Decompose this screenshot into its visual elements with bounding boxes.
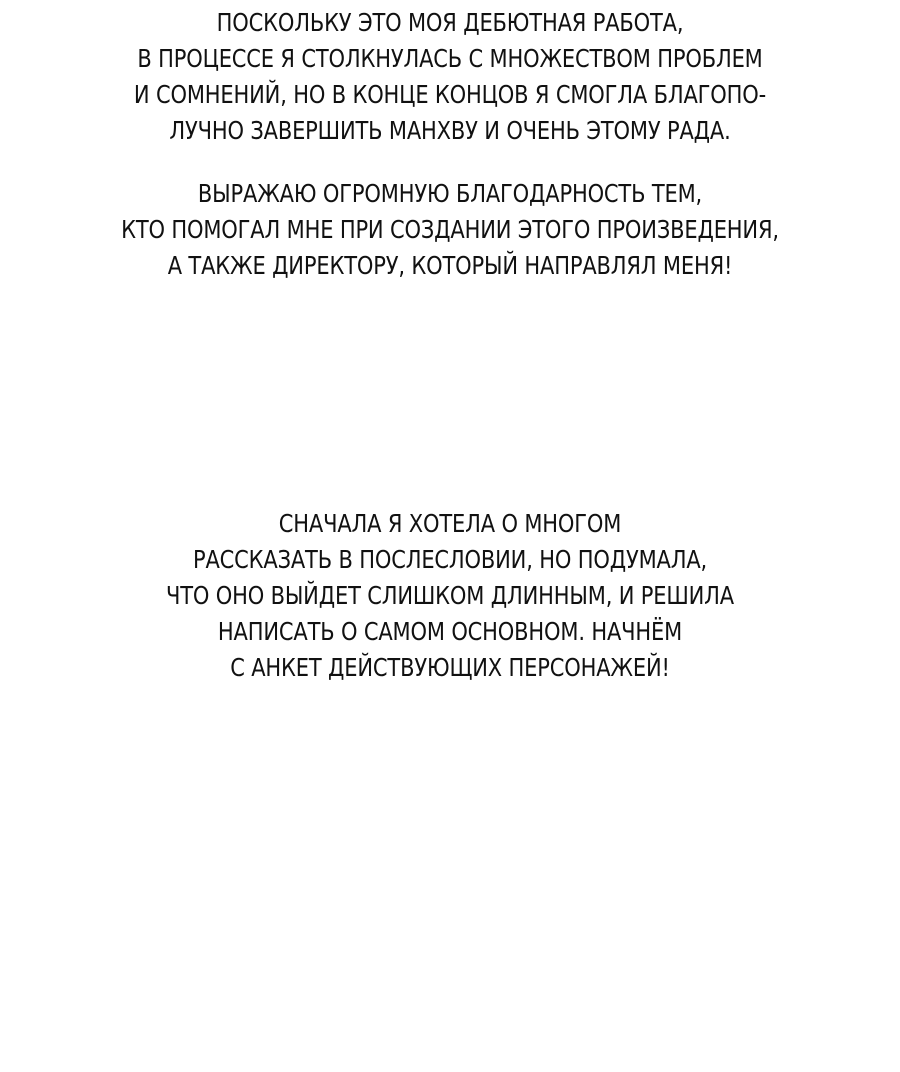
text-line: КТО ПОМОГАЛ МНЕ ПРИ СОЗДАНИИ ЭТОГО ПРОИЗВЕДЕНИЯ,	[121, 215, 779, 244]
text-line: ЧТО ОНО ВЫЙДЕТ СЛИШКОМ ДЛИННЫМ, И РЕШИЛА	[165, 581, 735, 610]
paragraph-gratitude	[72, 176, 828, 284]
text-line: РАССКАЗАТЬ В ПОСЛЕСЛОВИИ, НО ПОДУМАЛА,	[192, 545, 708, 574]
text-line: В ПРОЦЕССЕ Я СТОЛКНУЛАСЬ С МНОЖЕСТВОМ ПРОБЛЕМ	[137, 44, 763, 73]
paragraph-character-profiles	[72, 506, 828, 686]
text-line: ВЫРАЖАЮ ОГРОМНУЮ БЛАГОДАРНОСТЬ ТЕМ,	[197, 179, 703, 208]
text-line: СНАЧАЛА Я ХОТЕЛА О МНОГОМ	[278, 509, 622, 538]
text-line: С АНКЕТ ДЕЙСТВУЮЩИХ ПЕРСОНАЖЕЙ!	[230, 653, 670, 682]
text-line: ЛУЧНО ЗАВЕРШИТЬ МАНХВУ И ОЧЕНЬ ЭТОМУ РАДА.	[169, 116, 731, 145]
text-line: НАПИСАТЬ О САМОМ ОСНОВНОМ. НАЧНЁМ	[217, 617, 683, 646]
paragraph-debut-work	[72, 5, 828, 149]
text-line: ПОСКОЛЬКУ ЭТО МОЯ ДЕБЮТНАЯ РАБОТА,	[216, 8, 684, 37]
text-line: И СОМНЕНИЙ, НО В КОНЦЕ КОНЦОВ Я СМОГЛА БЛАГОПО-	[133, 80, 767, 109]
text-line: А ТАКЖЕ ДИРЕКТОРУ, КОТОРЫЙ НАПРАВЛЯЛ МЕНЯ!	[167, 251, 733, 280]
